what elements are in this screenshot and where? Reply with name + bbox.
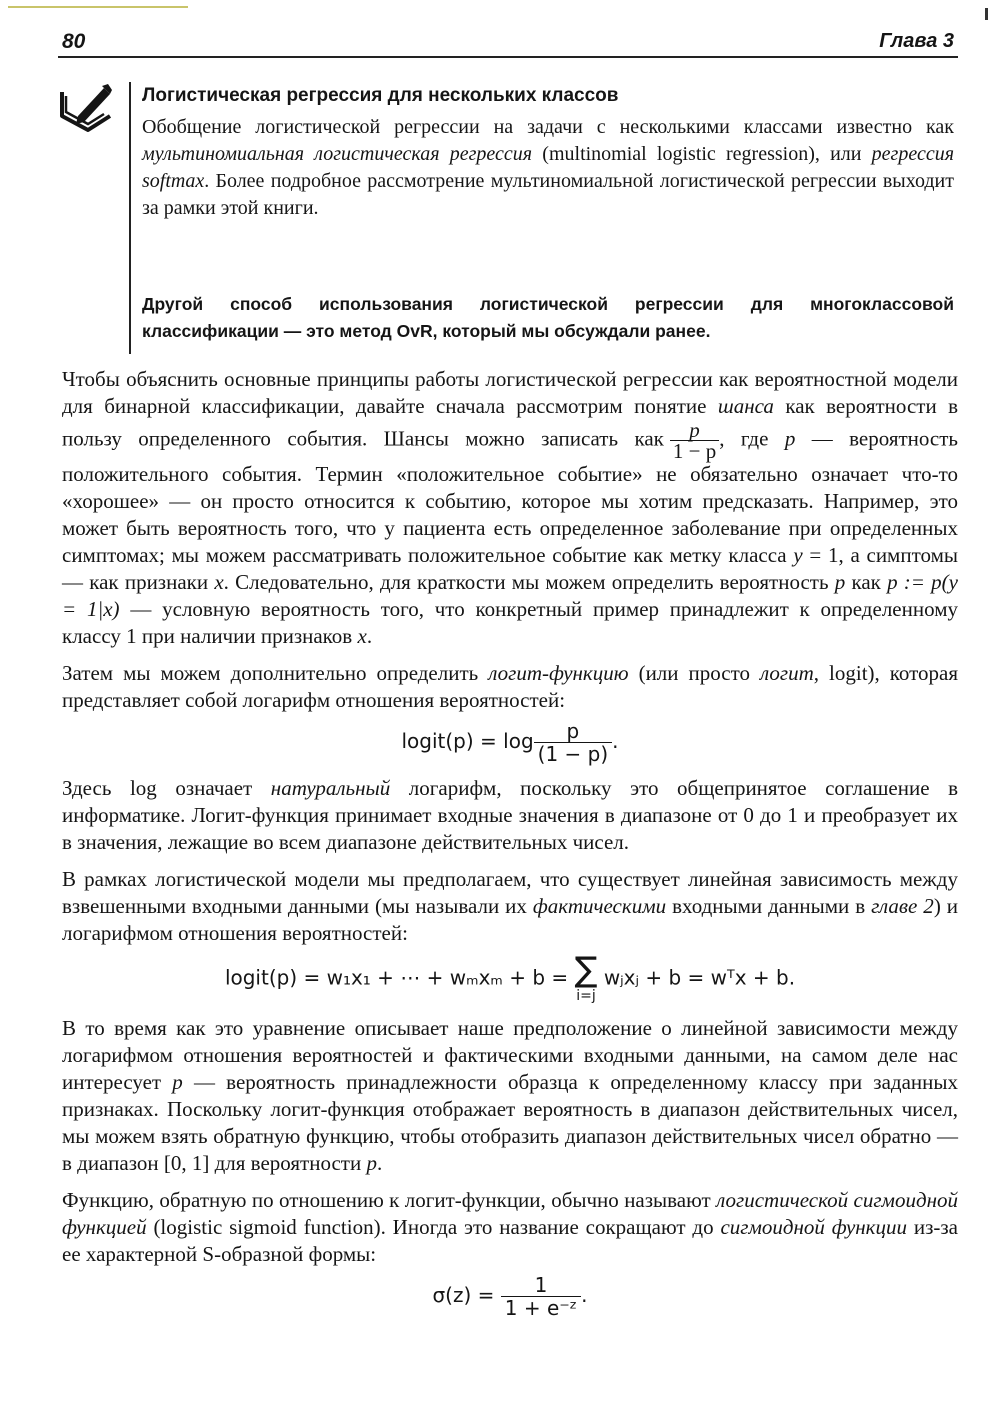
main-text — [62, 366, 958, 1329]
chapter-label: Глава 3 — [879, 30, 954, 52]
paragraph-natural-log: Здесь log означает натуральный логарифм, поскольку это общепринятое соглашение в информатике. Логит-функция принимает входные значения в диапазоне от 0 до 1 и преобразует их в значения, лежащие во всем диапазоне действительных чисел. — [62, 776, 959, 854]
note-extra: Другой способ использования логистической регрессии для многоклассовой классификации — это метод OvR, который мы обсуждали ранее. — [142, 294, 954, 341]
scan-edge-mark — [985, 8, 988, 20]
odds-fraction: $\frac{p}{1 - p}$ — [670, 420, 719, 461]
equation-sigmoid: σ(z) = $\frac{1}{\text{1 + e⁻ᶻ}}$ . — [432, 1273, 588, 1320]
paragraph-inverse: В то время как это уравнение описывает наше предположение о линейной зависимости между логарифмом отношения вероятностей и фактическими входными данными, на самом деле нас интересует p — вероятность принадлежности образца к определенному классу при заданных признаках. Поскольку логит-функция отображает вероятность в диапазон действительных чисел, мы можем взять обратную функцию, чтобы отобразить диапазон действительных чисел обратно — в диапазон [0, 1] для вероятности p. — [62, 1016, 958, 1175]
pencil-note-icon — [58, 82, 114, 134]
page-header — [58, 28, 958, 58]
note-divider — [129, 82, 131, 354]
paragraph-linear-model: В рамках логистической модели мы предполагаем, что существует линейная зависимость между взвешенными входными данными (мы называли их фактическими входными данными в главе 2) и логарифмом отношения вероятностей: — [62, 867, 959, 945]
paragraph-sigmoid: Функцию, обратную по отношению к логит-функции, обычно называют логистической сигмоидной функцией (logistic sigmoid function). Иногда это название сокращают до сигмоидной функции из-за ее характерной S-образной формы: — [62, 1188, 958, 1266]
page-number: 80 — [62, 30, 86, 53]
note-title: Логистическая регрессия для нескольких классов — [142, 85, 619, 106]
equation-logit: logit(p) = log $\frac{p}{(1 - p)}$ . — [401, 719, 619, 766]
paragraph-logit: Затем мы можем дополнительно определить логит-функцию (или просто логит, logit), которая представляет собой логарифм отношения вероятностей: — [62, 661, 959, 712]
scan-edge-line — [8, 6, 188, 8]
paragraph-odds: Чтобы объяснить основные принципы работы логистической регрессии как вероятностной модели для бинарной классификации, давайте сначала рассмотрим понятие шанса как вероятности в пользу определенного события. Шансы можно записать как $\frac{p}{1 - p}$ , где p — вероятность положительного события. Термин «положительное событие» не обязательно означает что-то «хорошее» — он просто относится к событию, которое мы хотим предсказать. Например, это может быть вероятность того, что у пациента есть определенное заболевание при определенных симптомах; мы можем рассматривать положительное событие как метку класса y = 1, а симптомы — как признаки x. Следовательно, для краткости мы можем определить вероятность p как p := p(y = 1|x) — условную вероятность того, что конкретный пример принадлежит к определенному классу 1 при наличии признаков x. — [62, 367, 959, 648]
note-box — [142, 82, 954, 222]
equation-linear-logit: logit(p) = w₁x₁ + ⋯ + wₘxₘ + b = ∑ i=j wⱼxⱼ + b = wᵀx + b. — [224, 950, 796, 1004]
note-body: Обобщение логистической регрессии на задачи с несколькими классами известно как мультиномиальная логистическая регрессия (multinomial logistic regression), или регрессия softmax. Более подробное рассмотрение мультиномиальной логистической регрессии выходит за рамки этой книги. — [142, 116, 954, 219]
